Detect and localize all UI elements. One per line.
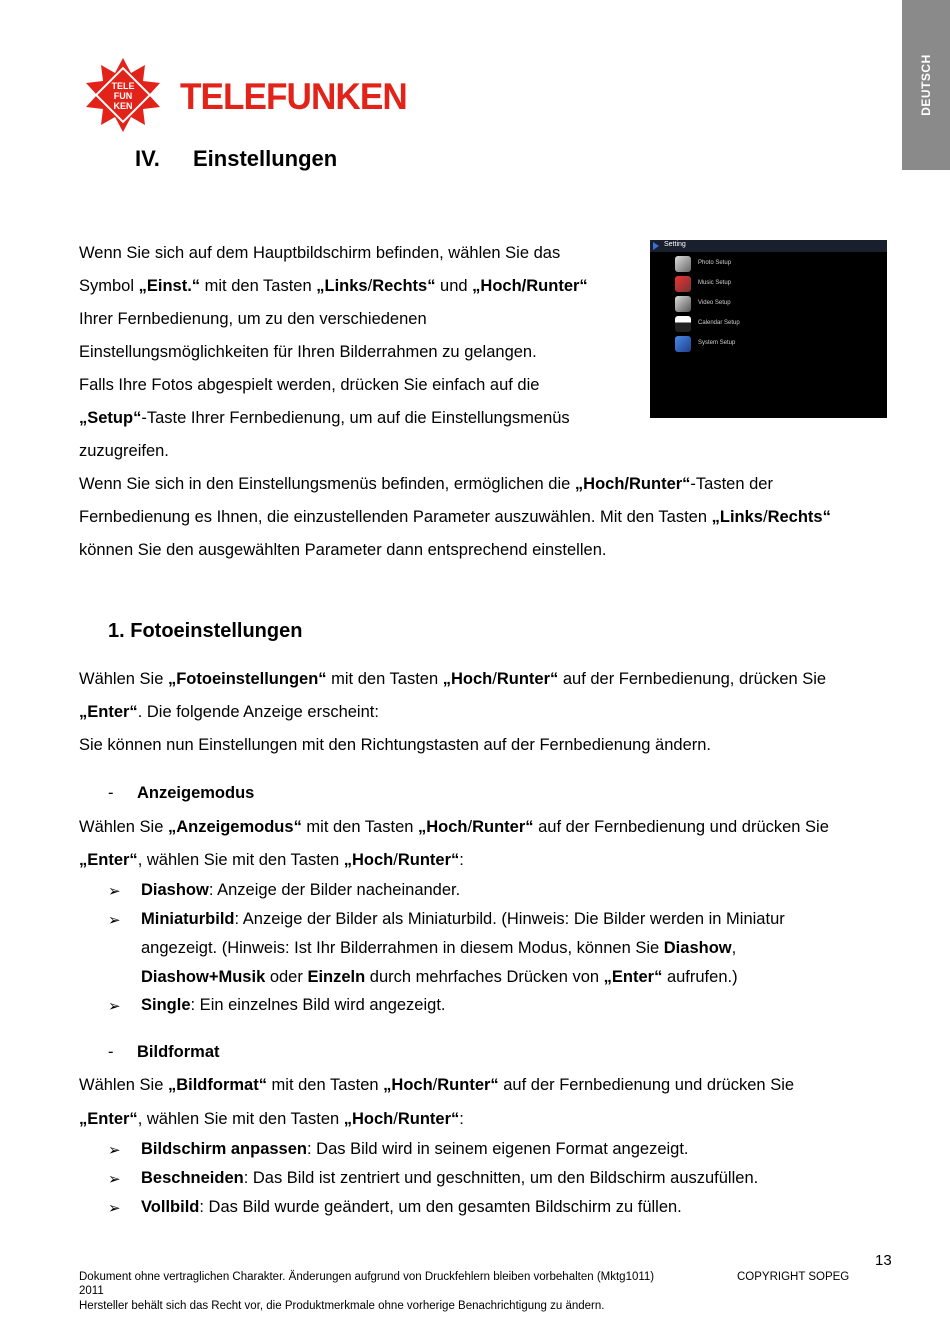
setup-menu-screenshot: Setting Photo Setup Music Setup Video Setup Calendar Setup System Setup (650, 240, 887, 418)
photo-icon (675, 256, 691, 272)
intro-line-9: Fernbedienung es Ihnen, die einzustellenden Parameter auszuwählen. Mit den Tasten „Links/Rechts“ (79, 508, 831, 526)
language-tab (902, 0, 950, 170)
bullet-vollbild: Vollbild: Das Bild wurde geändert, um den gesamten Bildschirm zu füllen. (141, 1198, 682, 1216)
footer-line-3: Hersteller behält sich das Recht vor, die Produktmerkmale ohne vorherige Benachrichtigung zu ändern. (79, 1300, 605, 1312)
intro-line-6: „Setup“-Taste Ihrer Fernbedienung, um auf die Einstellungsmenüs (79, 409, 570, 427)
bildformat-line-2: „Enter“, wählen Sie mit den Tasten „Hoch/Runter“: (79, 1110, 464, 1128)
intro-line-1: Wenn Sie sich auf dem Hauptbildschirm befinden, wählen Sie das (79, 244, 561, 262)
bullet-single: Single: Ein einzelnes Bild wird angezeigt. (141, 996, 446, 1014)
language-tab-label: DEUTSCH (919, 54, 933, 116)
bullet-arrow-icon: ➢ (108, 912, 121, 929)
subheading-bildformat: Bildformat (137, 1043, 220, 1061)
setup-menu-header (650, 240, 887, 252)
footer-copyright: COPYRIGHT SOPEG (737, 1271, 850, 1283)
play-icon (653, 242, 659, 250)
bullet-diashow: Diashow: Anzeige der Bilder nacheinander. (141, 881, 461, 899)
section1-line-3: Sie können nun Einstellungen mit den Richtungstasten auf der Fernbedienung ändern. (79, 736, 712, 754)
intro-line-2: Symbol „Einst.“ mit den Tasten „Links/Rechts“ und „Hoch/Runter“ (79, 277, 588, 295)
intro-line-3: Ihrer Fernbedienung, um zu den verschiedenen (79, 310, 427, 328)
footer-line-1: Dokument ohne vertraglichen Charakter. Änderungen aufgrund von Druckfehlern bleiben vorbehalten (Mktg1011) (79, 1271, 655, 1283)
bildformat-dash: - (108, 1043, 114, 1061)
bullet-beschneiden: Beschneiden: Das Bild ist zentriert und geschnitten, um den Bildschirm auszufüllen. (141, 1169, 759, 1187)
music-icon (675, 276, 691, 292)
setup-menu-title: Setting (664, 241, 686, 248)
bullet-arrow-icon: ➢ (108, 1171, 121, 1188)
logo-line-1: TELE (111, 81, 135, 91)
bullet-bildschirm-anpassen: Bildschirm anpassen: Das Bild wird in seinem eigenen Format angezeigt. (141, 1140, 689, 1158)
brand-name: TELEFUNKEN (180, 76, 407, 117)
page-number: 13 (875, 1252, 892, 1269)
calendar-icon (675, 316, 691, 332)
video-icon (675, 296, 691, 312)
logo-line-3: KEN (113, 101, 133, 111)
anzeigemodus-dash: - (108, 784, 114, 802)
bullet-arrow-icon: ➢ (108, 1142, 121, 1159)
section1-line-2: „Enter“. Die folgende Anzeige erscheint: (79, 703, 379, 721)
section1-line-1: Wählen Sie „Fotoeinstellungen“ mit den Tasten „Hoch/Runter“ auf der Fernbedienung, drücken Sie (79, 670, 827, 688)
bullet-arrow-icon: ➢ (108, 883, 121, 900)
bullet-miniaturbild-cont-1: angezeigt. (Hinweis: Ist Ihr Bilderrahmen in diesem Modus, können Sie Diashow, (141, 939, 737, 957)
bullet-miniaturbild: Miniaturbild: Anzeige der Bilder als Miniaturbild. (Hinweis: Die Bilder werden in Miniatur (141, 910, 785, 928)
section-number: IV. (135, 146, 160, 171)
intro-line-10: können Sie den ausgewählten Parameter dann entsprechend einstellen. (79, 541, 607, 559)
telefunken-logo-icon (84, 56, 162, 134)
bullet-arrow-icon: ➢ (108, 998, 121, 1015)
bullet-miniaturbild-cont-2: Diashow+Musik oder Einzeln durch mehrfaches Drücken von „Enter“ aufrufen.) (141, 968, 738, 986)
section-heading-fotoeinstellungen: 1. Fotoeinstellungen (108, 620, 303, 642)
page-title: Einstellungen (193, 146, 338, 171)
anzeigemodus-line-1: Wählen Sie „Anzeigemodus“ mit den Tasten „Hoch/Runter“ auf der Fernbedienung und drücken Sie (79, 818, 829, 836)
footer-line-2: 2011 (79, 1285, 104, 1297)
bullet-arrow-icon: ➢ (108, 1200, 121, 1217)
subheading-anzeigemodus: Anzeigemodus (137, 784, 255, 802)
intro-line-4: Einstellungsmöglichkeiten für Ihren Bilderrahmen zu gelangen. (79, 343, 537, 361)
logo-line-2: FUN (113, 91, 133, 101)
intro-line-8: Wenn Sie sich in den Einstellungsmenüs befinden, ermöglichen die „Hoch/Runter“-Tasten der (79, 475, 773, 493)
intro-line-5: Falls Ihre Fotos abgespielt werden, drücken Sie einfach auf die (79, 376, 540, 394)
system-icon (675, 336, 691, 352)
bildformat-line-1: Wählen Sie „Bildformat“ mit den Tasten „Hoch/Runter“ auf der Fernbedienung und drücken Sie (79, 1076, 795, 1094)
intro-line-7: zuzugreifen. (79, 442, 169, 460)
anzeigemodus-line-2: „Enter“, wählen Sie mit den Tasten „Hoch/Runter“: (79, 851, 464, 869)
